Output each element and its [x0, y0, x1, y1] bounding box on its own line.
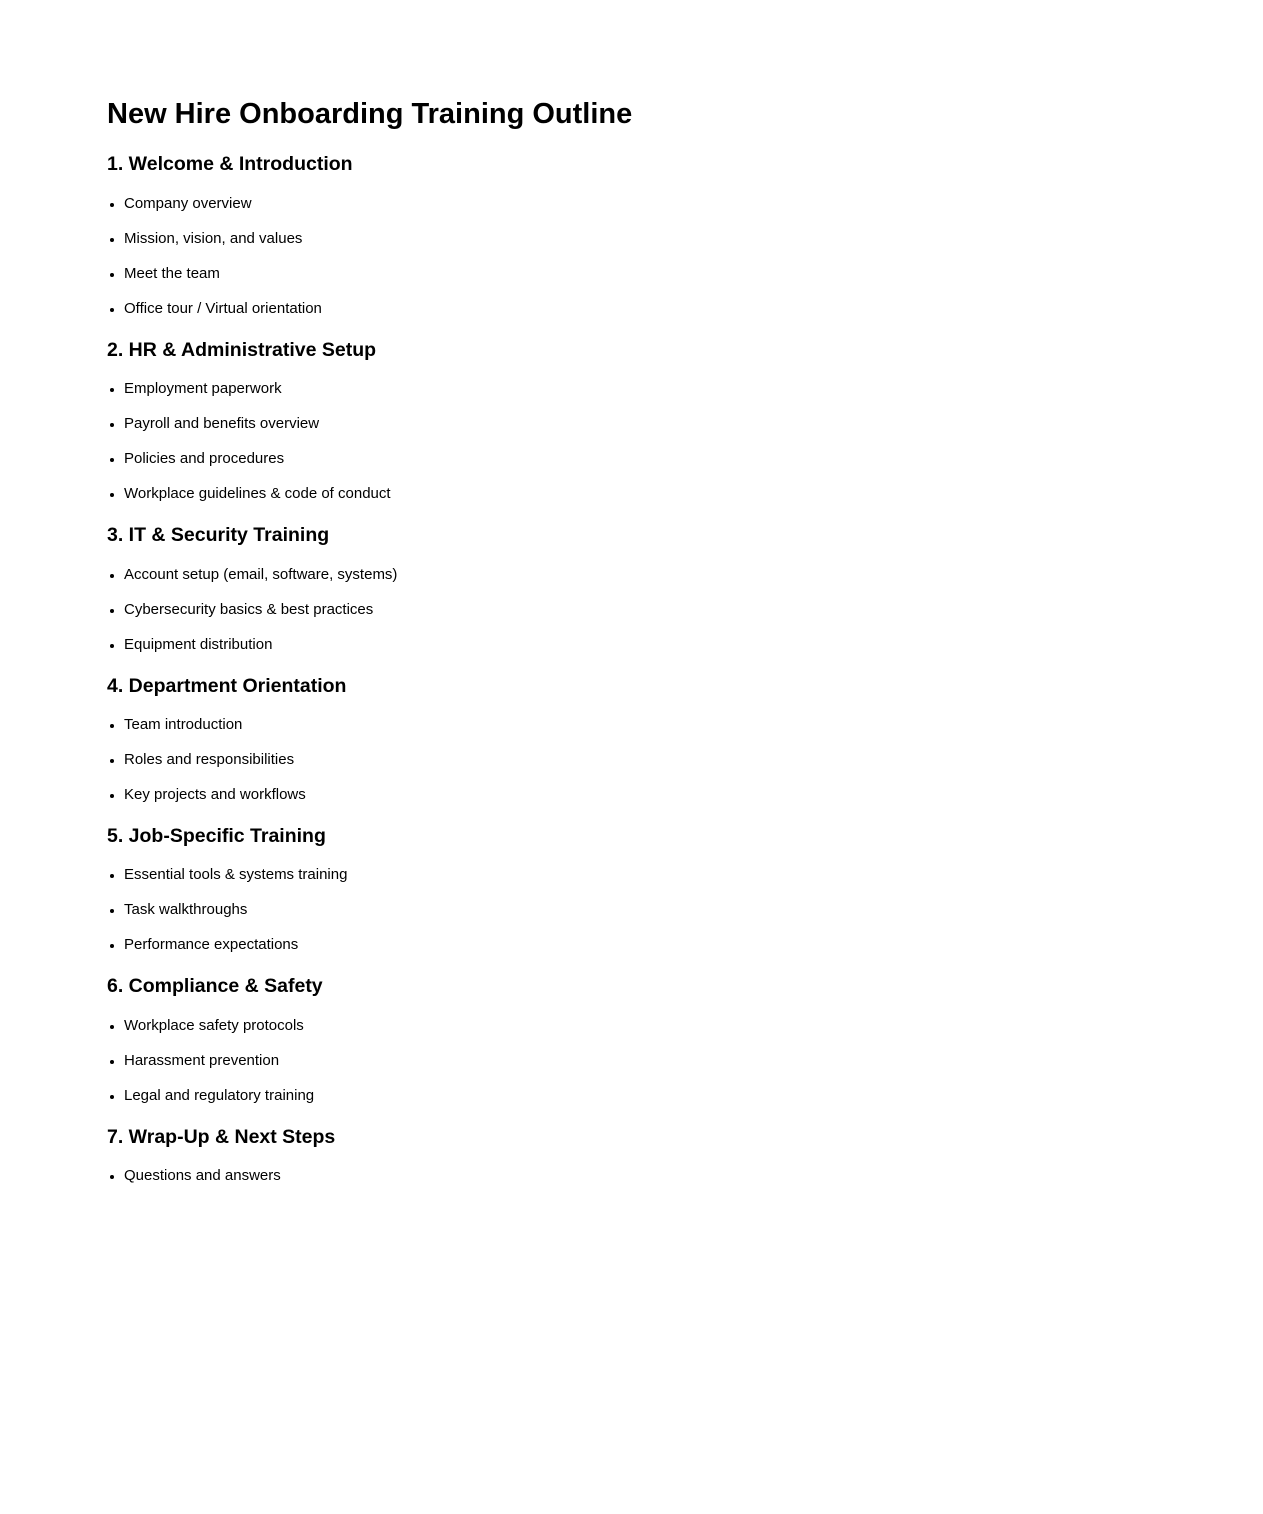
bullet-item: • Team introduction: [124, 716, 1143, 733]
outline-section: [107, 975, 1143, 1103]
bullet-item: • Office tour / Virtual orientation: [124, 300, 1143, 317]
section-bullet-list: [107, 716, 1143, 803]
bullet-item: • Legal and regulatory training: [124, 1087, 1143, 1104]
section-heading: 5. Job-Specific Training: [107, 824, 326, 847]
bullet-item: • Mission, vision, and values: [124, 230, 1143, 247]
section-heading: 3. IT & Security Training: [107, 524, 330, 547]
outline-section: [107, 675, 1143, 803]
outline-section: [107, 339, 1143, 502]
bullet-item: • Cybersecurity basics & best practices: [124, 601, 1143, 618]
bullet-item: • Key projects and workflows: [124, 786, 1143, 803]
section-bullet-list: [107, 1017, 1143, 1104]
bullet-item: • Essential tools & systems training: [124, 866, 1143, 883]
section-heading: 1. Welcome & Introduction: [107, 153, 353, 176]
sections-container: [107, 153, 1143, 1184]
bullet-item: • Policies and procedures: [124, 450, 1143, 467]
bullet-item: • Questions and answers: [124, 1167, 1143, 1184]
bullet-item: • Meet the team: [124, 265, 1143, 282]
bullet-item: • Roles and responsibilities: [124, 751, 1143, 768]
section-heading: 2. HR & Administrative Setup: [107, 338, 377, 361]
bullet-item: • Account setup (email, software, systems): [124, 566, 1143, 583]
bullet-item: • Task walkthroughs: [124, 901, 1143, 918]
section-bullet-list: [107, 380, 1143, 502]
bullet-item: • Equipment distribution: [124, 636, 1143, 653]
bullet-item: • Workplace guidelines & code of conduct: [124, 485, 1143, 502]
outline-section: [107, 1126, 1143, 1184]
bullet-item: • Performance expectations: [124, 936, 1143, 953]
outline-section: [107, 825, 1143, 953]
bullet-item: • Company overview: [124, 195, 1143, 212]
section-bullet-list: [107, 566, 1143, 653]
bullet-item: • Harassment prevention: [124, 1052, 1143, 1069]
outline-section: [107, 153, 1143, 316]
section-bullet-list: [107, 866, 1143, 953]
page-title: New Hire Onboarding Training Outline: [107, 98, 633, 130]
section-bullet-list: [107, 1167, 1143, 1184]
section-heading: 7. Wrap-Up & Next Steps: [107, 1125, 336, 1148]
bullet-item: • Employment paperwork: [124, 380, 1143, 397]
outline-section: [107, 524, 1143, 652]
section-bullet-list: [107, 195, 1143, 317]
bullet-item: • Workplace safety protocols: [124, 1017, 1143, 1034]
section-heading: 6. Compliance & Safety: [107, 975, 323, 998]
bullet-item: • Payroll and benefits overview: [124, 415, 1143, 432]
section-heading: 4. Department Orientation: [107, 674, 347, 697]
